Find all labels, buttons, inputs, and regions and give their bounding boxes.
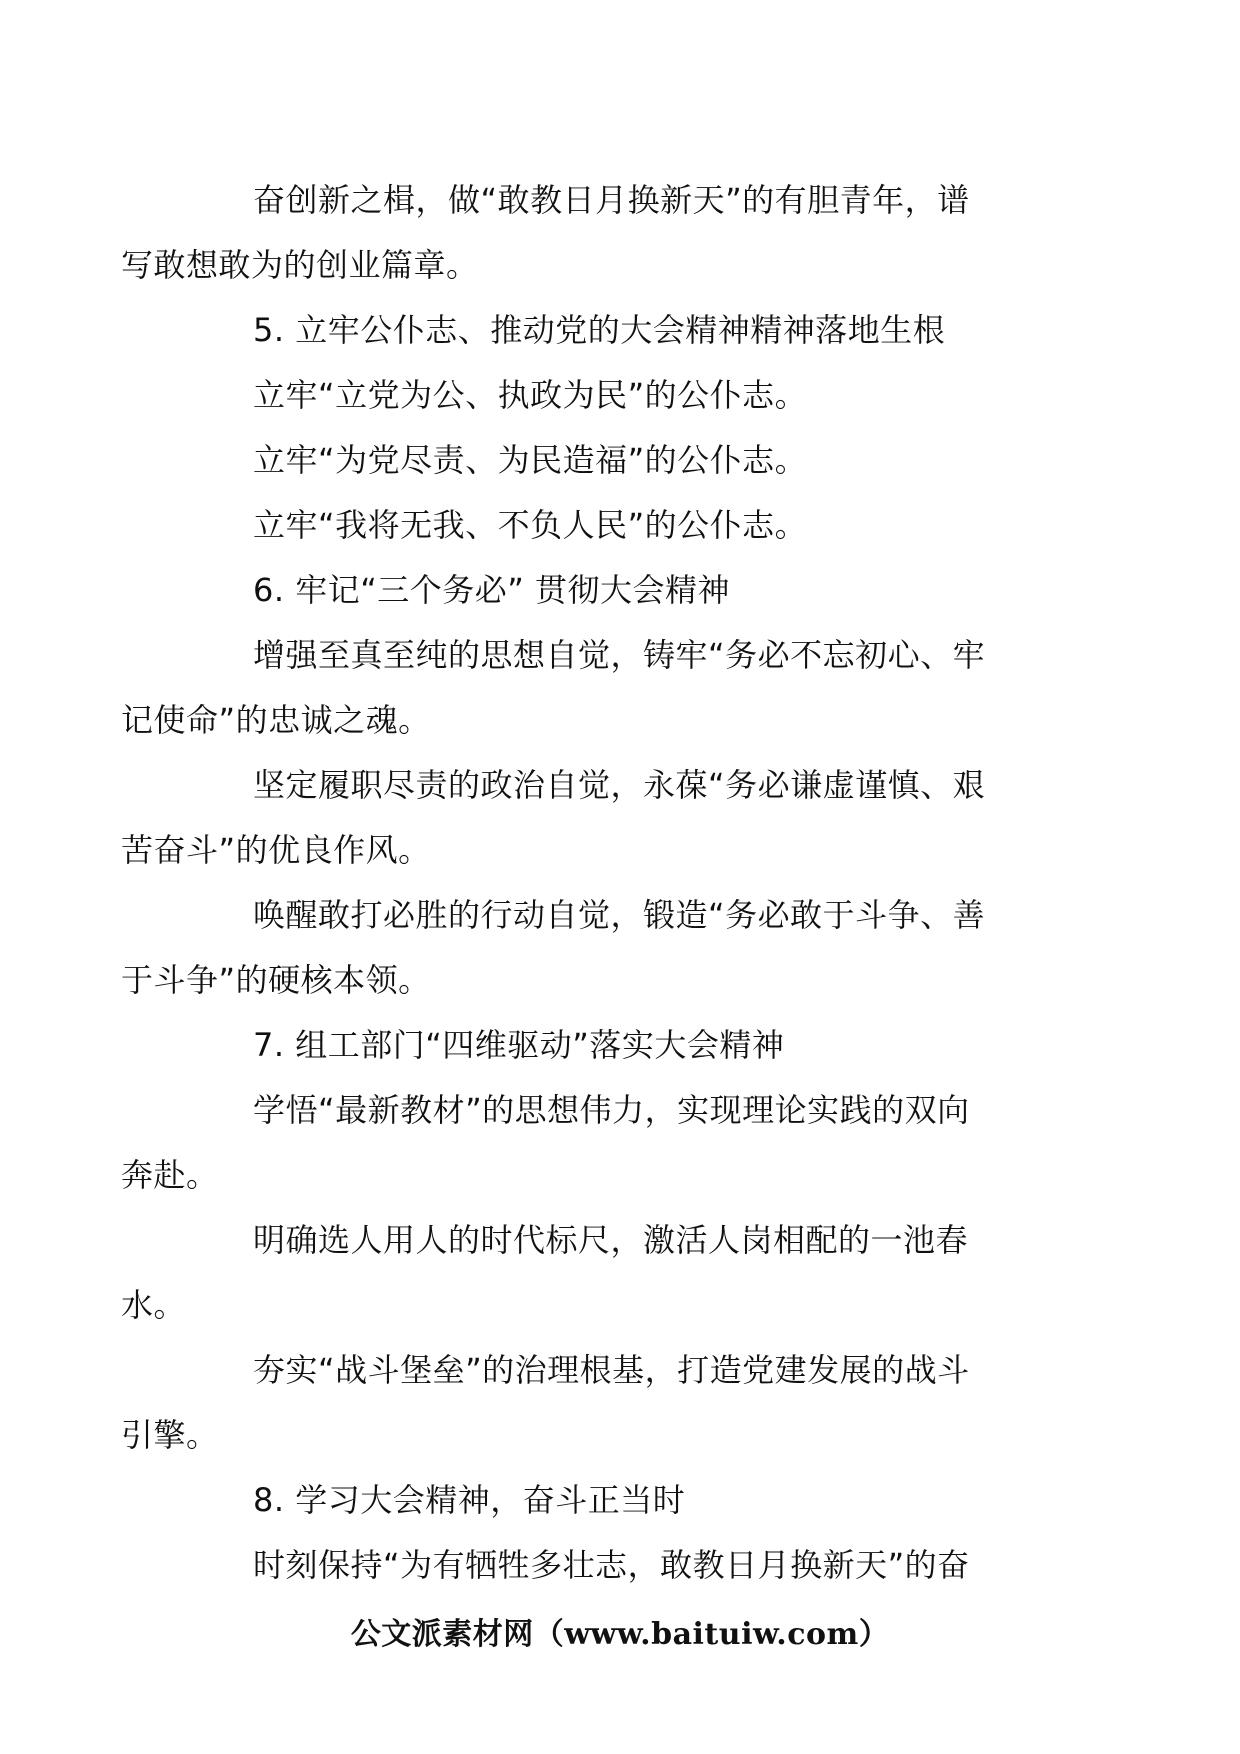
paragraph-continuation xyxy=(121,168,1057,298)
paragraph: 立牢“立党为公、执政为民”的公仆志。 xyxy=(253,376,808,414)
text-line: 奋创新之楫，做“敢教日月换新天”的有胆青年，谱 xyxy=(253,181,970,219)
text-line: 于斗争”的硬核本领。 xyxy=(121,961,431,999)
paragraph xyxy=(121,623,1057,753)
text-line: 写敢想敢为的创业篇章。 xyxy=(121,246,479,284)
section-heading-6: 6. 牢记“三个务必” 贯彻大会精神 xyxy=(253,571,731,609)
text-line: 明确选人用人的时代标尺，激活人岗相配的一池春 xyxy=(253,1221,969,1259)
paragraph xyxy=(121,753,1057,883)
section-heading-8: 8. 学习大会精神，奋斗正当时 xyxy=(253,1481,686,1519)
section-heading-7: 7. 组工部门“四维驱动”落实大会精神 xyxy=(253,1026,785,1064)
text-line: 引擎。 xyxy=(121,1416,219,1454)
text-line: 增强至真至纯的思想自觉，铸牢“务必不忘初心、牢 xyxy=(253,636,986,674)
section-heading-5: 5. 立牢公仆志、推动党的大会精神精神落地生根 xyxy=(253,311,946,349)
text-line: 水。 xyxy=(121,1286,187,1324)
paragraph xyxy=(121,1338,1057,1468)
text-line: 坚定履职尽责的政治自觉，永葆“务必谦虚谨慎、艰 xyxy=(253,766,986,804)
text-line: 学悟“最新教材”的思想伟力，实现理论实践的双向 xyxy=(253,1091,970,1129)
paragraph: 立牢“我将无我、不负人民”的公仆志。 xyxy=(253,506,808,544)
paragraph: 时刻保持“为有牺牲多壮志，敢教日月换新天”的奋 xyxy=(253,1546,970,1584)
text-line: 奔赴。 xyxy=(121,1156,219,1194)
text-line: 唤醒敢打必胜的行动自觉，锻造“务必敢于斗争、善 xyxy=(253,896,986,934)
footer-watermark: 公文派素材网（www.baituiw.com） xyxy=(350,1617,890,1652)
text-line: 夯实“战斗堡垒”的治理根基，打造党建发展的战斗 xyxy=(253,1351,970,1389)
document-body xyxy=(121,168,1057,1598)
paragraph: 立牢“为党尽责、为民造福”的公仆志。 xyxy=(253,441,808,479)
text-line: 苦奋斗”的优良作风。 xyxy=(121,831,431,869)
text-line: 记使命”的忠诚之魂。 xyxy=(121,701,431,739)
paragraph xyxy=(121,1078,1057,1208)
paragraph xyxy=(121,883,1057,1013)
paragraph xyxy=(121,1208,1057,1338)
